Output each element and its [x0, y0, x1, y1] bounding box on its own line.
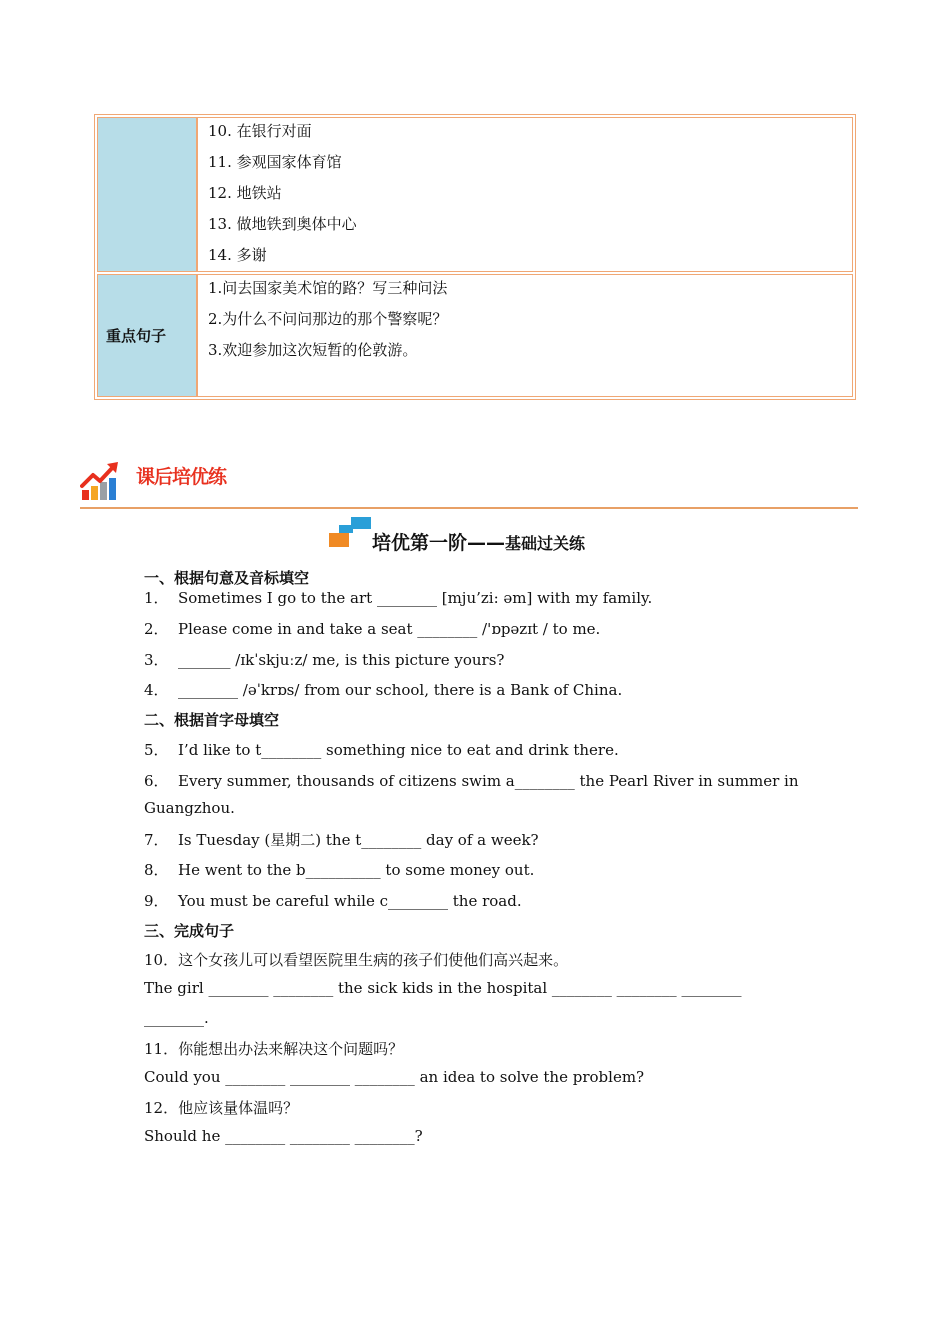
question-text: Every summer, thousands of citizens swim a________ the Pearl River in summer in — [178, 772, 799, 790]
key-sentence: 1.问去国家美术馆的路？写三种问法 — [208, 279, 448, 297]
question-8 — [144, 859, 764, 880]
growth-chart-icon — [80, 460, 122, 502]
vocab-phrase: 14. 多谢 — [208, 246, 267, 264]
question-text: Is Tuesday (星期二) the t________ day of a week? — [178, 831, 539, 849]
section-title: 课后培优练 — [136, 466, 227, 488]
question-6-continued: Guangzhou. — [144, 799, 235, 817]
question-4 — [144, 679, 764, 700]
vocab-phrase: 11. 参观国家体育馆 — [208, 153, 342, 171]
vocab-row-key-sentences — [97, 274, 853, 397]
question-number: 4． — [144, 681, 169, 699]
question-11-answer-line: Could you ________ ________ ________ an idea to solve the problem? — [144, 1068, 645, 1086]
question-text: ________ /əˈkrɒs/ from our school, there is a Bank of China. — [178, 681, 623, 699]
question-5 — [144, 739, 764, 760]
question-number: 5． — [144, 741, 169, 759]
vocab-table — [94, 114, 856, 400]
vocab-phrase: 10. 在银行对面 — [208, 122, 312, 140]
level-title-sub: 基础过关练 — [505, 534, 586, 553]
key-sentence: 2.为什么不问问那边的那个警察呢？ — [208, 310, 448, 328]
question-number: 3． — [144, 651, 169, 669]
stairs-icon — [329, 517, 371, 549]
vocab-phrase: 13. 做地铁到奥体中心 — [208, 215, 357, 233]
question-6 — [144, 770, 799, 791]
question-text: You must be careful while c________ the road. — [178, 892, 522, 910]
question-2 — [144, 618, 764, 639]
question-10-answer-continued: ________. — [144, 1009, 209, 1027]
question-number: 9． — [144, 892, 169, 910]
key-sentence: 3.欢迎参加这次短暂的伦敦游。 — [208, 341, 418, 359]
vocab-row-phrases — [97, 117, 853, 272]
question-number: 2． — [144, 620, 169, 638]
level-title — [372, 528, 585, 555]
question-12-answer-line: Should he ________ ________ ________? — [144, 1127, 423, 1145]
question-text: _______ /ɪkˈskjuːz/ me, is this picture yours? — [178, 651, 505, 669]
question-7 — [144, 829, 764, 850]
question-10-prompt: 10．这个女孩儿可以看望医院里生病的孩子们使他们高兴起来。 — [144, 951, 569, 969]
section-divider — [80, 507, 858, 509]
level-title-main: 培优第一阶—— — [372, 532, 506, 554]
question-text: He went to the b__________ to some money out. — [178, 861, 535, 879]
vocab-phrase-list — [208, 116, 852, 271]
question-10-answer-line: The girl ________ ________ the sick kids in the hospital ________ ________ ________ — [144, 979, 742, 997]
question-text: Sometimes I go to the art ________ [mju’zi: əm] with my family. — [178, 589, 653, 607]
question-1 — [144, 587, 764, 608]
question-number: 1． — [144, 589, 169, 607]
vocab-row-label-empty — [98, 118, 198, 271]
question-number: 6． — [144, 772, 169, 790]
key-sentences-label: 重点句子 — [98, 275, 198, 396]
question-9 — [144, 890, 764, 911]
part1-heading: 一、根据句意及音标填空 — [144, 569, 310, 587]
question-text: Please come in and take a seat ________ /'ɒpəzɪt / to me. — [178, 620, 601, 638]
question-text: I’d like to t________ something nice to eat and drink there. — [178, 741, 619, 759]
question-number: 7． — [144, 831, 169, 849]
question-3 — [144, 649, 764, 670]
question-11-prompt: 11．你能想出办法来解决这个问题吗？ — [144, 1040, 404, 1058]
question-number: 8． — [144, 861, 169, 879]
key-sentence-list — [208, 273, 852, 366]
part3-heading: 三、完成句子 — [144, 922, 235, 940]
vocab-phrase: 12. 地铁站 — [208, 184, 282, 202]
question-12-prompt: 12．他应该量体温吗？ — [144, 1099, 299, 1117]
part2-heading: 二、根据首字母填空 — [144, 711, 280, 729]
